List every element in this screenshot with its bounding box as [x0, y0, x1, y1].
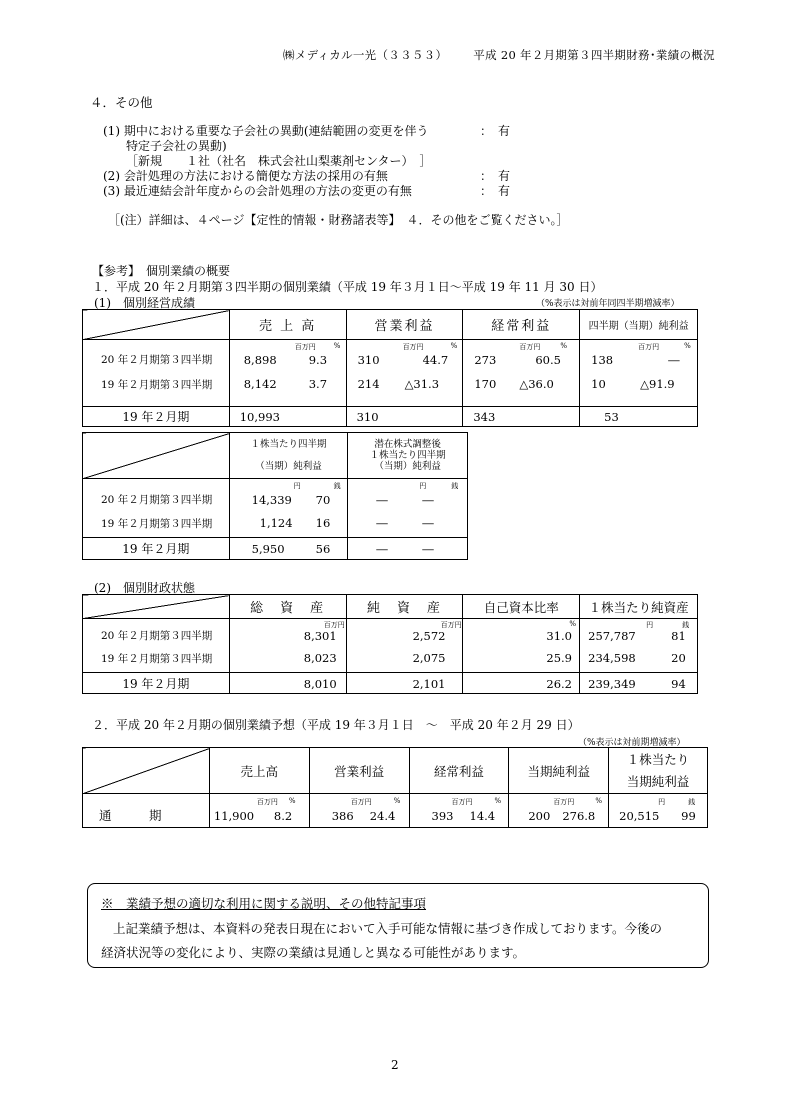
col-header-diluted-eps	[348, 433, 468, 479]
row-label: 20 年２月期第３四半期	[101, 494, 213, 506]
cell-value: 24.4	[369, 808, 396, 823]
cell-value: 393	[431, 808, 454, 823]
unit-label: 円	[293, 482, 301, 490]
cell-value: 310	[357, 353, 380, 367]
cell-value: 8,898	[243, 353, 277, 367]
col-header-sales: 売 上 高	[229, 310, 346, 340]
col-header-sales: 売上高	[209, 748, 309, 794]
table-financial-position	[82, 594, 698, 694]
col-header-ordinary-income: 経常利益	[463, 310, 580, 340]
cell-value: 2,075	[412, 651, 446, 665]
unit-label: 百万円	[440, 621, 462, 629]
cell-value: 11,900	[213, 808, 255, 823]
reference-sub1: １．平成 20 年２月期第３四半期の個別業績（平成 19 年３月１日～平成 19 年 11 月 30 日）	[92, 280, 603, 294]
cell-value: 170	[474, 377, 497, 391]
header-line: 潜在株式調整後	[374, 439, 441, 450]
corner-cell	[83, 595, 230, 619]
section-heading: ４．その他	[90, 95, 153, 110]
cell-value: 70	[315, 493, 331, 507]
unit-label: 銭	[682, 621, 690, 629]
cell-value: 8.2	[273, 808, 293, 823]
reference-sub1-2: (2) 個別財政状態	[94, 581, 195, 595]
col-header-total-assets: 総 資 産	[229, 595, 346, 619]
cell-value: ―	[668, 353, 680, 367]
unit-label: %	[684, 342, 691, 350]
cell-value: 99	[681, 808, 696, 823]
cell-value: 25.9	[546, 651, 572, 665]
cell-value: 8,301	[303, 629, 337, 643]
col-header-equity-ratio: 自己資本比率	[463, 595, 580, 619]
item1-detail: ［新規 １社（社名 株式会社山梨薬剤センター） ］	[126, 154, 432, 168]
unit-label: %	[450, 342, 458, 350]
cell-value: △36.0	[519, 377, 554, 391]
row-label: 20 年２月期第３四半期	[101, 630, 213, 642]
header-line: 当期純利益	[626, 773, 690, 789]
row-label: 20 年２月期第３四半期	[101, 354, 213, 366]
cell-value: 257,787	[588, 629, 636, 643]
cell-value: 239,349	[588, 676, 636, 691]
table-eps	[82, 432, 468, 560]
reference-sub2: ２．平成 20 年２月期の個別業績予想（平成 19 年３月１日 ～ 平成 20 年２月 29 日）	[92, 718, 580, 732]
cell-value: 14,339	[251, 493, 292, 507]
col-header-bps: １株当たり純資産	[580, 595, 698, 619]
section-note: ［(注）詳細は、４ページ【定性的情報・財務諸表等】 ４．その他をご覧ください。］	[108, 213, 569, 227]
cell-value: 31.0	[546, 629, 572, 643]
cell-value: ―	[422, 541, 434, 556]
cell-value: 8,023	[303, 651, 337, 665]
cell-value: 14.4	[469, 808, 496, 823]
col-header-operating-income: 営業利益	[346, 310, 463, 340]
row-label: 19 年２月期	[83, 407, 230, 427]
item1-line1: (1) 期中における重要な子会社の異動(連結範囲の変更を伴う	[103, 124, 429, 138]
cell-value: 81	[671, 629, 686, 643]
unit-label: 百万円	[323, 621, 345, 629]
row-label: 19 年２月期第３四半期	[101, 379, 213, 391]
cell-value: 20,515	[619, 808, 660, 823]
corner-cell	[83, 748, 210, 794]
cell-value: ―	[376, 516, 388, 530]
col-header-eps	[229, 433, 348, 479]
cell-value: 138	[591, 353, 614, 367]
report-title: 平成 20 年２月期第３四半期財務･業績の概況	[473, 48, 715, 62]
cell-value: ―	[376, 493, 388, 507]
unit-label: 百万円	[256, 797, 278, 806]
item2: (2) 会計処理の方法における簡便な方法の採用の有無	[103, 169, 388, 183]
cell-value: 16	[315, 516, 331, 530]
unit-label: 銭	[688, 797, 696, 806]
cell-value: 44.7	[422, 353, 449, 367]
cell-value: 20	[671, 651, 686, 665]
cell-value: 234,598	[588, 651, 636, 665]
cell-value: 386	[331, 808, 354, 823]
cell-value: 8,142	[243, 377, 277, 391]
corner-cell	[83, 433, 230, 479]
reference-heading: 【参考】 個別業績の概要	[92, 264, 231, 278]
unit-label: 百万円	[294, 343, 316, 351]
row-label: 19 年２月期	[83, 673, 230, 694]
unit-label: %	[494, 796, 502, 805]
cell-value: 5,950	[251, 541, 285, 556]
cell-value: △91.9	[640, 377, 675, 391]
row-label: 通 期	[83, 794, 210, 828]
cell-value: 310	[346, 407, 463, 427]
unit-label: 百万円	[638, 343, 660, 351]
cell-value: 9.3	[308, 353, 328, 367]
header-line: １株当たり	[626, 751, 690, 767]
col-header-operating-income: 営業利益	[309, 748, 409, 794]
unit-label: 円	[419, 482, 427, 490]
page-header	[283, 47, 715, 63]
unit-label: %	[333, 342, 341, 350]
unit-label: 百万円	[519, 343, 541, 351]
col-header-eps	[609, 748, 708, 794]
cell-value: ―	[376, 541, 388, 556]
cell-value: ―	[422, 493, 434, 507]
unit-label: 銭	[333, 482, 341, 490]
cell-value: 200	[528, 808, 551, 823]
row-label: 19 年２月期第３四半期	[101, 653, 213, 665]
unit-label: 銭	[451, 482, 459, 490]
unit-label: %	[288, 796, 296, 805]
header-line: １株当たり四半期	[250, 438, 327, 450]
cell-value: 2,101	[412, 676, 446, 691]
unit-label: 百万円	[402, 343, 424, 351]
cell-value: △31.3	[404, 377, 440, 391]
table4-note: （%表示は対前期増減率）	[578, 738, 686, 748]
unit-label: 円	[646, 621, 654, 629]
item3: (3) 最近連結会計年度からの会計処理の方法の変更の有無	[103, 184, 412, 198]
notice-line2: 経済状況等の変化により、実際の業績は見通しと異なる可能性があります。	[101, 945, 526, 960]
unit-label: %	[595, 796, 602, 805]
cell-value: 60.5	[535, 353, 561, 367]
col-header-ordinary-income: 経常利益	[409, 748, 509, 794]
header-line: （当期）純利益	[255, 460, 322, 472]
col-header-net-income: 当期純利益	[509, 748, 609, 794]
row-label: 19 年２月期第３四半期	[101, 518, 213, 530]
corner-cell	[83, 310, 230, 340]
unit-label: 百万円	[451, 797, 473, 806]
notice-title: ※ 業績予想の適切な利用に関する説明、その他特記事項	[101, 896, 427, 911]
table-operating-results	[82, 309, 698, 427]
reference-sub1-1: (1) 個別経営成績	[94, 296, 195, 310]
unit-label: 円	[658, 797, 666, 806]
unit-label: %	[569, 620, 577, 628]
cell-value: 343	[463, 407, 580, 427]
cell-value: 276.8	[562, 808, 596, 823]
cell-value: 10	[591, 377, 606, 391]
col-header-net-income: 四半期（当期）純利益	[580, 310, 698, 340]
header-line: １株当たり四半期	[369, 450, 446, 461]
cell-value: 214	[357, 377, 380, 391]
cell-value: 273	[474, 353, 497, 367]
cell-value: 26.2	[546, 676, 572, 691]
table-forecast	[82, 747, 708, 828]
unit-label: %	[393, 796, 401, 805]
cell-value: 53	[580, 407, 698, 427]
cell-value: 1,124	[259, 516, 293, 530]
unit-label: %	[560, 342, 568, 350]
table1-note: （%表示は対前年同四半期増減率）	[536, 299, 680, 309]
cell-value: 2,572	[412, 629, 446, 643]
col-header-net-assets: 純 資 産	[346, 595, 463, 619]
cell-value: 8,010	[303, 676, 337, 691]
row-label: 19 年２月期	[83, 538, 230, 560]
item1-line2: 特定子会社の異動)	[126, 139, 227, 153]
cell-value: 56	[315, 541, 331, 556]
header-line: （当期）純利益	[374, 461, 441, 472]
item2-value: ： 有	[480, 169, 511, 183]
company-name: ㈱メディカル一光（３３５３）	[283, 48, 448, 62]
cell-value: 10,993	[229, 407, 346, 427]
cell-value: 3.7	[308, 377, 328, 391]
cell-value: ―	[422, 516, 434, 530]
item3-value: ： 有	[480, 184, 511, 198]
notice-line1: 上記業績予想は、本資料の発表日現在において入手可能な情報に基づき作成しております。今後の	[113, 921, 663, 936]
cell-value: 94	[671, 676, 686, 691]
unit-label: 百万円	[553, 797, 575, 806]
item1-value: ： 有	[480, 124, 511, 138]
page-number: 2	[391, 1058, 399, 1072]
unit-label: 百万円	[350, 797, 372, 806]
